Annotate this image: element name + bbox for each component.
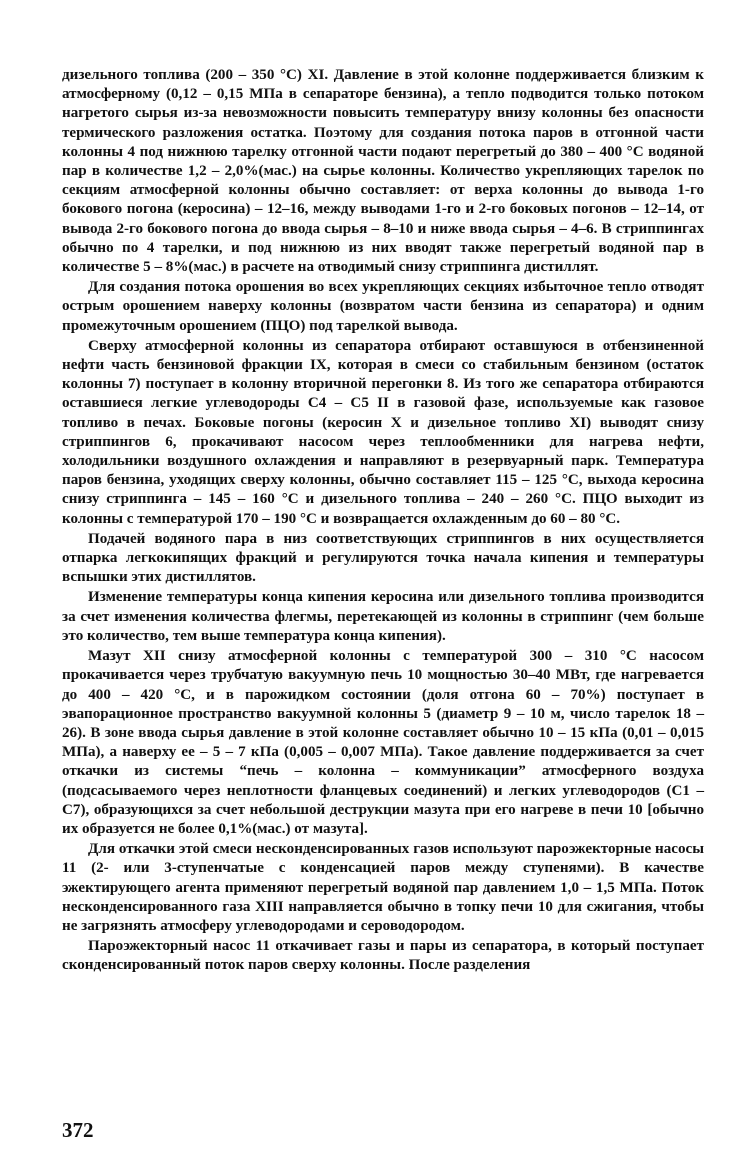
- paragraph-3: Сверху атмосферной колонны из сепаратора отбирают оставшуюся в отбензиненной нефти часть бензиновой фракции IX, которая в смеси со стабильным бензином (остаток колонны 7) поступает в колонну вторичной перегонки 8. Из того же сепаратора отбираются оставшиеся легкие углеводороды С4 – С5 II в газовой фазе, используемые как газовое топливо в печах. Боковые погоны (керосин X и дизельное топливо XI) выводят снизу стриппингов 6, прокачивают насосом через теплообменники для нагрева нефти, холодильники воздушного охлаждения и направляют в резервуарный парк. Температура паров бензина, уходящих сверху колонны, обычно составляет 115 – 125 °С, выхода керосина снизу стриппинга – 145 – 160 °С и дизельного топлива – 240 – 260 °С. ПЦО выходит из колонны с температурой 170 – 190 °С и возвращается охлажденным до 60 – 80 °С.: [62, 337, 704, 527]
- paragraph-5: Изменение температуры конца кипения керосина или дизельного топлива производится за счет изменения количества флегмы, перетекающей из колонны в стриппинг (чем больше это количество, тем выше температура конца кипения).: [62, 589, 704, 644]
- paragraph-4: Подачей водяного пара в низ соответствующих стриппингов в них осуществляется отпарка легкокипящих фракций и регулируются точка начала кипения и температуры вспышки этих дистиллятов.: [62, 530, 704, 586]
- page-number: 372: [62, 1118, 94, 1142]
- paragraph-6: Мазут XII снизу атмосферной колонны с температурой 300 – 310 °С насосом прокачивается через трубчатую вакуумную печь 10 мощностью 30–40 МВт, где нагревается до 400 – 420 °С, и в парожидком состоянии (доля отгона 60 – 70%) поступает в эвапорационное пространство вакуумной колонны 5 (диаметр 9 – 10 м, число тарелок 18 – 26). В зоне ввода сырья давление в этой колонне составляет обычно 10 – 15 кПа (0,01 – 0,015 МПа), а наверху ее – 5 – 7 кПа (0,005 – 0,007 МПа). Такое давление поддерживается за счет откачки из системы “печь – колонна – коммуникации” атмосферного воздуха (подсасываемого через неплотности фланцевых соединений) и легких углеводородов (С1 – С7), образующихся за счет небольшой деструкции мазута при его нагреве в печи 10 [обычно их образуется не более 0,1%(мас.) от мазута].: [62, 648, 704, 837]
- paragraph-2: Для создания потока орошения во всех укрепляющих секциях избыточное тепло отводят острым орошением наверху колонны (возвратом части бензина из сепаратора) и одним промежуточным орошением (ПЦО) под тарелкой вывода.: [62, 279, 704, 334]
- paragraph-7: Для откачки этой смеси несконденсированных газов используют пароэжекторные насосы 11 (2- или 3-ступенчатые с конденсацией паров между ступенями). В качестве эжектирующего агента применяют перегретый водяной пар давлением 1,0 – 1,5 МПа. Поток несконденсированного газа XIII направляется обычно в топку печи 10 для сжигания, чтобы не загрязнять атмосферу углеводородами и сероводородом.: [62, 841, 704, 934]
- paragraph-8: Пароэжекторный насос 11 откачивает газы и пары из сепаратора, в который поступает сконденсированный поток паров сверху колонны. После разделения: [62, 938, 704, 974]
- page-body: [62, 66, 704, 976]
- paragraph-1: дизельного топлива (200 – 350 °С) XI. Давление в этой колонне поддерживается близким к атмосферному (0,12 – 0,15 МПа в сепараторе бензина), а тепло подводится только потоком нагретого сырья из-за невозможности повысить температуру внизу колонны без опасности термического разложения остатка. Поэтому для создания потока паров в отгонной части колонны 4 под нижнюю тарелку отгонной части подают перегретый до 380 – 400 °С водяной пар в количестве 1,2 – 2,0%(мас.) на сырье колонны. Количество укрепляющих тарелок по секциям атмосферной колонны обычно составляет: от верха колонны до вывода 1-го бокового погона (керосина) – 12–16, между выводами 1-го и 2-го боковых погонов – 12–14, от вывода 2-го бокового погона до ввода сырья – 8–10 и ниже ввода сырья – 4–6. В стриппингах обычно по 4 тарелки, и под нижнюю из них вводят также перегретый водяной пар в количестве 5 – 8%(мас.) в расчете на отводимый снизу стриппинга дистиллят.: [62, 67, 704, 276]
